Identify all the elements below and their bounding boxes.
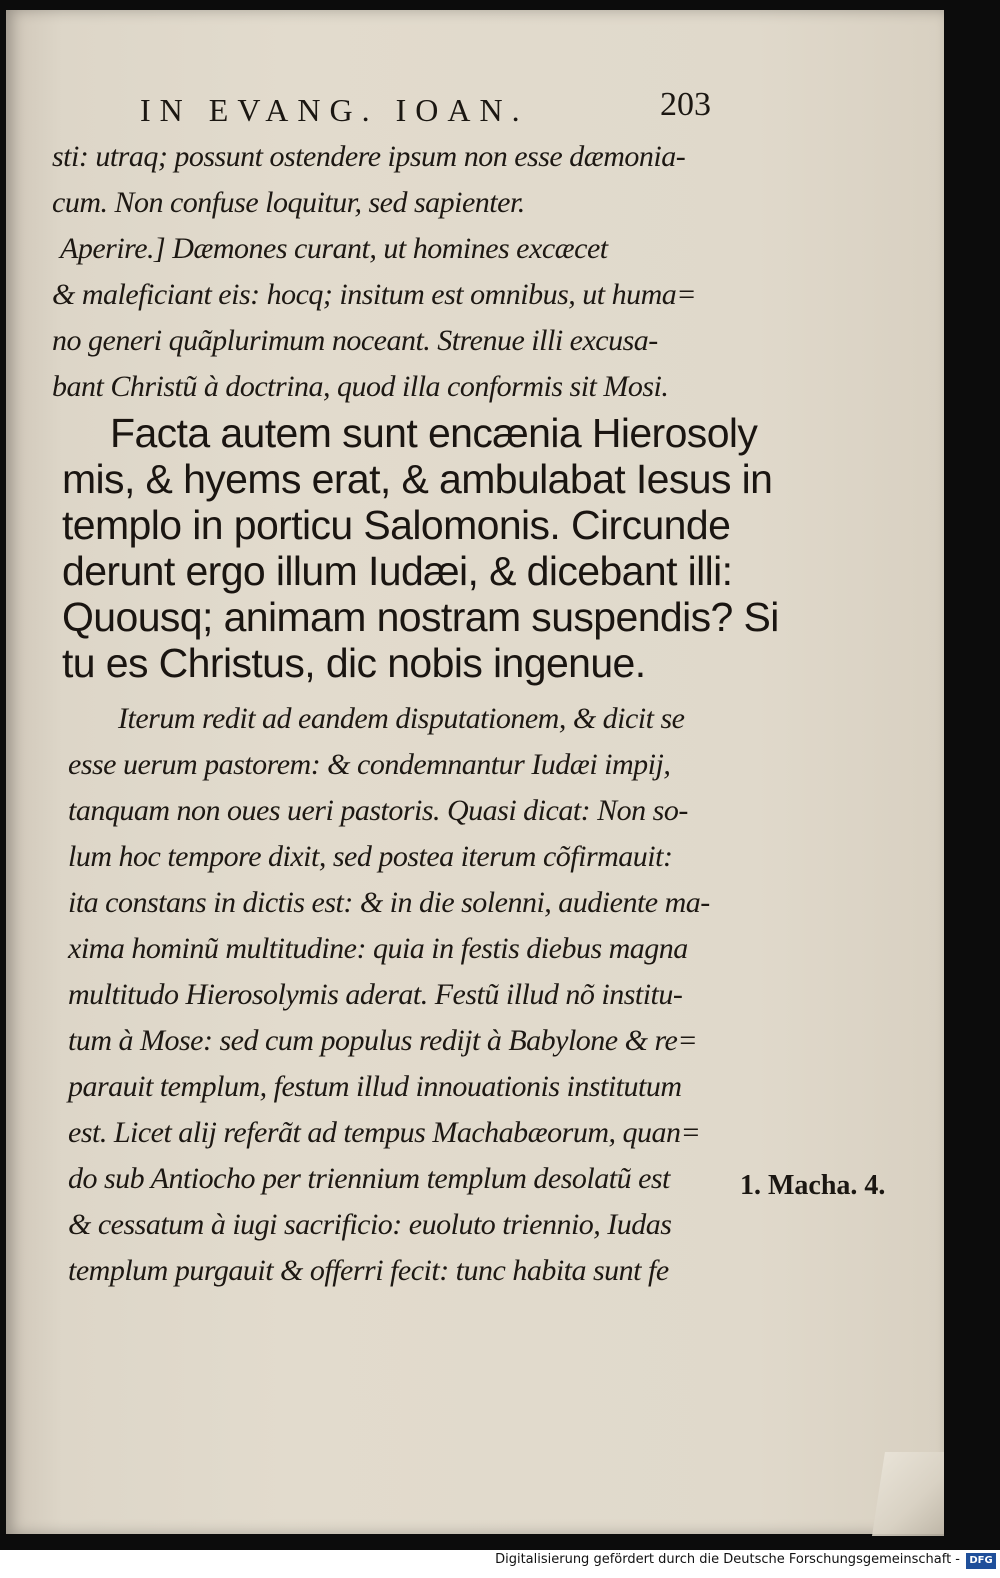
commentary-line: parauit templum, festum illud innouationis institutum bbox=[68, 1070, 682, 1103]
gospel-line: Facta autem sunt encænia Hierosoly bbox=[110, 410, 758, 456]
commentary-line: Aperire.] Dæmones curant, ut homines excæcet bbox=[60, 232, 608, 265]
running-head: IN EVANG. IOAN. bbox=[140, 92, 529, 128]
commentary-line: multitudo Hierosolymis aderat. Festũ illud nõ institu- bbox=[68, 978, 683, 1011]
gospel-line: derunt ergo illum Iudæi, & dicebant illi: bbox=[62, 548, 733, 594]
commentary-line: lum hoc tempore dixit, sed postea iterum cõfirmauit: bbox=[68, 840, 673, 873]
dfg-logo: DFG bbox=[966, 1553, 996, 1569]
commentary-line: do sub Antiocho per triennium templum desolatũ est bbox=[68, 1162, 670, 1195]
commentary-line: xima hominũ multitudine: quia in festis diebus magna bbox=[68, 932, 688, 965]
gospel-line: mis, & hyems erat, & ambulabat Iesus in bbox=[62, 456, 773, 502]
commentary-line: cum. Non confuse loquitur, sed sapienter. bbox=[52, 186, 525, 219]
page-number: 203 bbox=[660, 86, 711, 123]
commentary-line: esse uerum pastorem: & condemnantur Iudæi impij, bbox=[68, 748, 671, 781]
commentary-line: sti: utraq; possunt ostendere ipsum non esse dæmonia- bbox=[52, 140, 686, 173]
commentary-line: & maleficiant eis: hocq; insitum est omnibus, ut huma= bbox=[52, 278, 697, 311]
commentary-line: Iterum redit ad eandem disputationem, & dicit se bbox=[118, 702, 685, 735]
gospel-line: templo in porticu Salomonis. Circunde bbox=[62, 502, 731, 548]
commentary-line: & cessatum à iugi sacrificio: euoluto triennio, Iudas bbox=[68, 1208, 672, 1241]
footer-credit: Digitalisierung gefördert durch die Deutsche Forschungsgemeinschaft - bbox=[495, 1552, 960, 1567]
commentary-line: ita constans in dictis est: & in die solenni, audiente ma- bbox=[68, 886, 710, 919]
gospel-line: tu es Christus, dic nobis ingenue. bbox=[62, 640, 646, 686]
gospel-line: Quousq; animam nostram suspendis? Si bbox=[62, 594, 779, 640]
margin-note: 1. Macha. 4. bbox=[740, 1170, 886, 1201]
commentary-line: tum à Mose: sed cum populus redijt à Babylone & re= bbox=[68, 1024, 698, 1057]
commentary-line: no generi quãplurimum noceant. Strenue illi excusa- bbox=[52, 324, 658, 357]
commentary-line: templum purgauit & offerri fecit: tunc habita sunt fe bbox=[68, 1254, 669, 1287]
commentary-line: tanquam non oues ueri pastoris. Quasi dicat: Non so- bbox=[68, 794, 688, 827]
commentary-line: est. Licet alij referãt ad tempus Machabæorum, quan= bbox=[68, 1116, 701, 1149]
commentary-line: bant Christũ à doctrina, quod illa conformis sit Mosi. bbox=[52, 370, 669, 403]
